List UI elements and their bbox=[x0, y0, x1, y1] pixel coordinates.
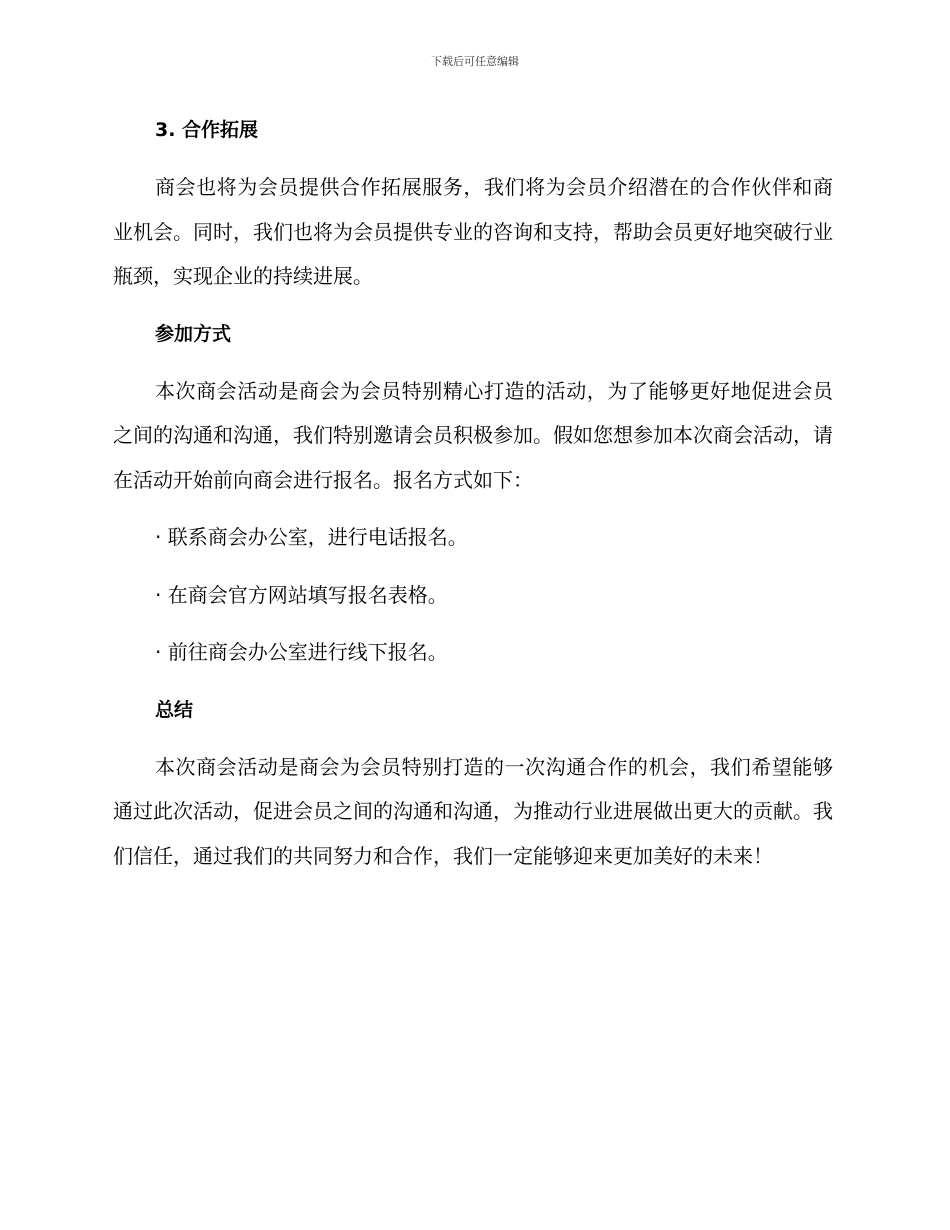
paragraph-participation: 本次商会活动是商会为会员特别精心打造的活动，为了能够更好地促进会员之间的沟通和沟通，我们特别邀请会员积极参加。假如您想参加本次商会活动，请在活动开始前向商会进行报名。报名方式如下： bbox=[113, 378, 833, 492]
section-heading-participation: 参加方式 bbox=[155, 322, 232, 345]
section-heading-cooperation: 3. 合作拓展 bbox=[155, 119, 259, 141]
page-header: 下载后可任意编辑 bbox=[431, 55, 519, 68]
paragraph-cooperation: 商会也将为会员提供合作拓展服务，我们将为会员介绍潜在的合作伙伴和商业机会。同时，我们也将为会员提供专业的咨询和支持，帮助会员更好地突破行业瓶颈，实现企业的持续进展。 bbox=[113, 175, 833, 288]
list-item-registration-offline: · 前往商会办公室进行线下报名。 bbox=[155, 640, 448, 664]
document-body bbox=[113, 108, 833, 891]
list-item-registration-website: · 在商会官方网站填写报名表格。 bbox=[155, 582, 448, 607]
section-heading-summary: 总结 bbox=[155, 698, 194, 721]
list-item-registration-phone: · 联系商会办公室，进行电话报名。 bbox=[155, 525, 468, 549]
paragraph-summary: 本次商会活动是商会为会员特别打造的一次沟通合作的机会，我们希望能够通过此次活动，促进会员之间的沟通和沟通，为推动行业进展做出更大的贡献。我们信任，通过我们的共同努力和合作，我们一定能够迎来更加美好的未来！ bbox=[113, 754, 833, 868]
